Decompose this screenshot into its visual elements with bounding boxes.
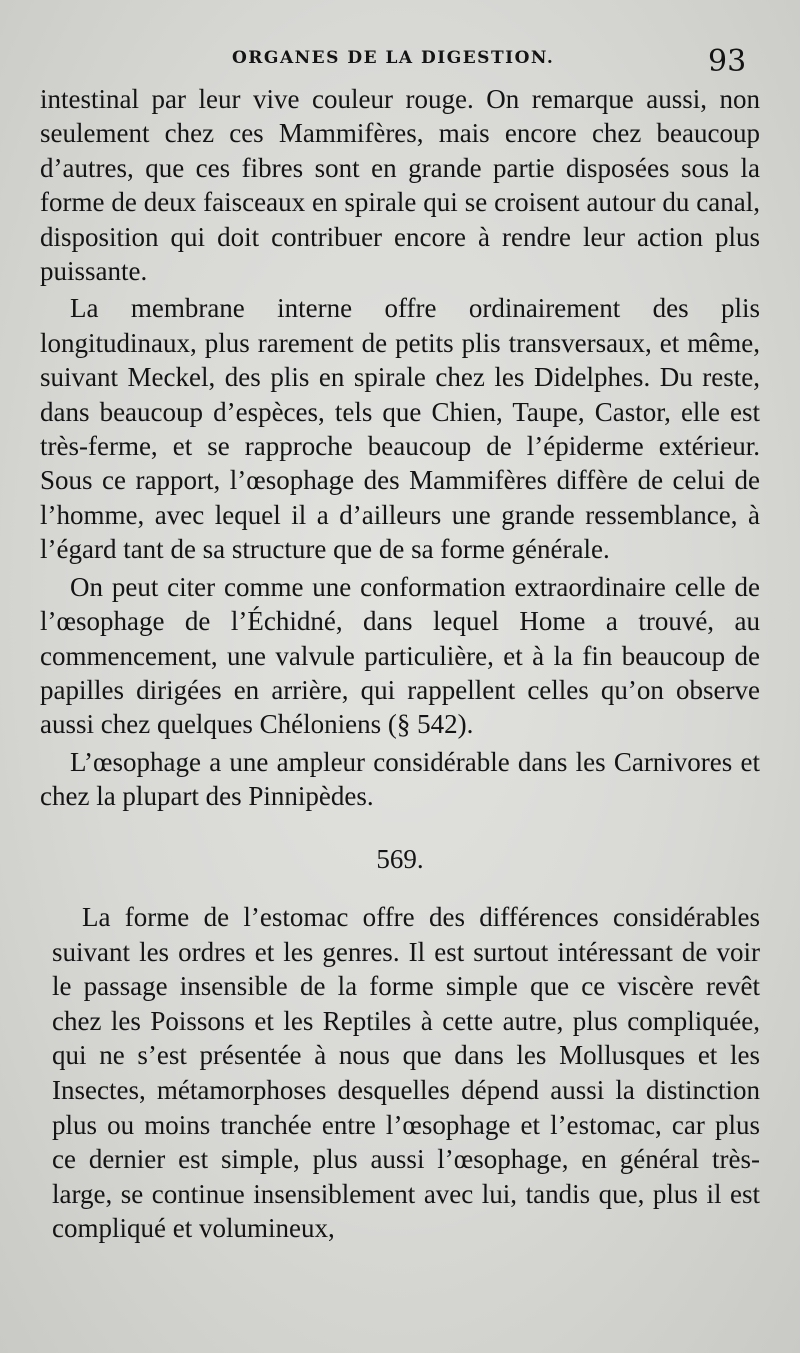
running-title: ORGANES DE LA DIGESTION.: [232, 48, 555, 68]
section-number: 569.: [376, 844, 424, 874]
paragraph: intestinal par leur vive couleur rouge. On remarque aussi, non seulement chez ces Mammifères, mais encore chez beaucoup d’autres, que ces fibres sont en grande partie disposées sous la forme de deux faisceaux en spirale qui se croisent autour du canal, disposition qui doit contribuer encore à rendre leur action plus puissante.: [40, 84, 760, 287]
page-header: [0, 44, 800, 84]
paragraph: La forme de l’estomac offre des différences considérables suivant les ordres et les genres. Il est surtout intéressant de voir le passage insensible de la forme simple que ce viscère revêt chez les Poissons et les Reptiles à cette autre, plus compliquée, qui ne s’est présentée à nous que dans les Mollusques et les Insectes, métamorphoses desquelles dépend aussi la distinction plus ou moins tranchée entre l’œsophage et l’estomac, car plus ce dernier est simple, plus aussi l’œsophage, en général très-large, se continue insensiblement avec lui, tandis que, plus il est compliqué et volumineux,: [52, 902, 760, 1244]
body-text-top: [40, 82, 760, 817]
paragraph: L’œsophage a une ampleur considérable dans les Carnivores et chez la plupart des Pinnipèdes.: [40, 746, 760, 812]
paragraph: On peut citer comme une conformation extraordinaire celle de l’œsophage de l’Échidné, dans lequel Home a trouvé, au commencement, une valvule particulière, et à la fin beaucoup de papilles dirigées en arrière, qui rappellent celles qu’on observe aussi chez quelques Chéloniens (§ 542).: [40, 571, 760, 740]
page-number: 93: [708, 44, 747, 79]
body-text-bottom: [52, 900, 760, 1249]
paragraph: La membrane interne offre ordinairement des plis longitudinaux, plus rarement de petits plis transversaux, et même, suivant Meckel, des plis en spirale chez les Didelphes. Du reste, dans beaucoup d’espèces, tels que Chien, Taupe, Castor, elle est très-ferme, et se rapproche beaucoup de l’épiderme extérieur. Sous ce rapport, l’œsophage des Mammifères diffère de celui de l’homme, avec lequel il a d’ailleurs une grande ressemblance, à l’égard tant de sa structure que de sa forme générale.: [40, 293, 760, 565]
